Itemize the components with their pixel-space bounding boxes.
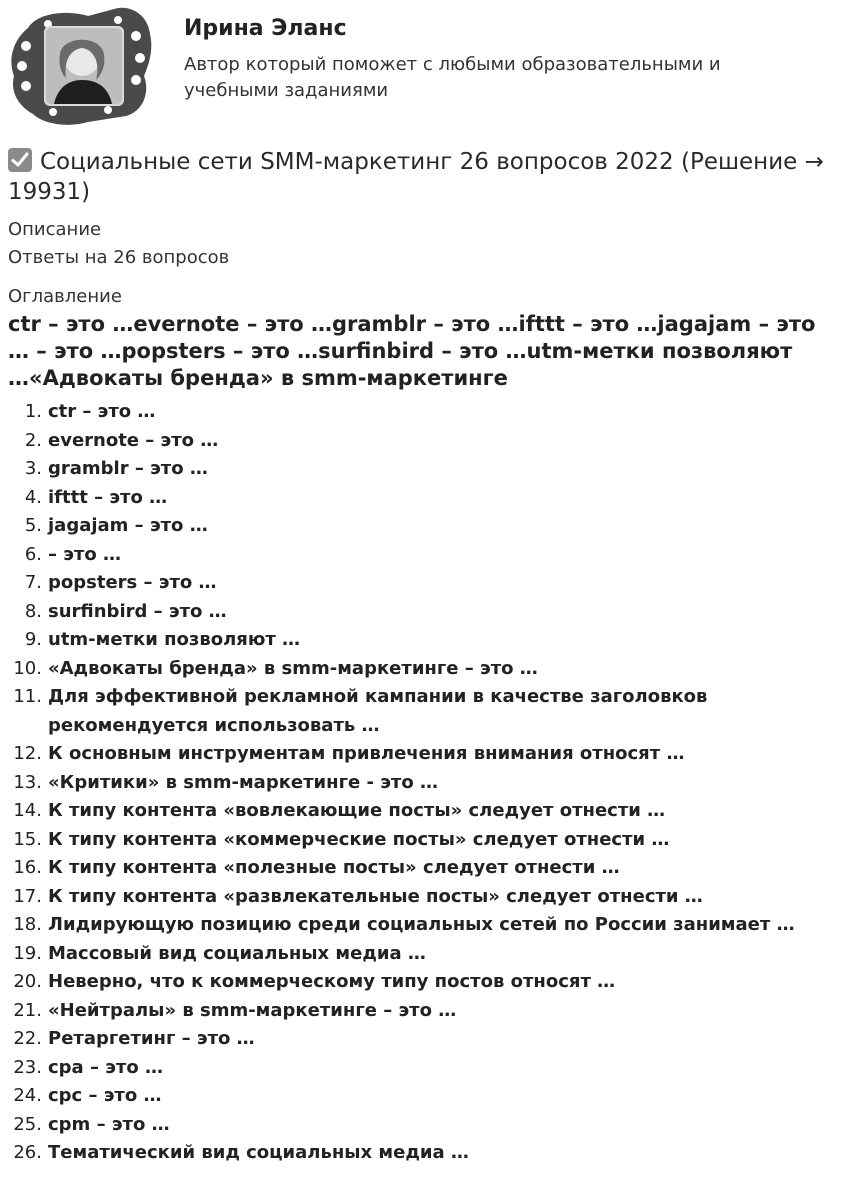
- question-text: cpa – это …: [48, 1056, 163, 1078]
- question-number: 23.: [13, 1056, 42, 1078]
- author-name: Ирина Эланс: [184, 16, 347, 41]
- question-text: К типу контента «вовлекающие посты» следует отнести …: [48, 800, 666, 821]
- question-text: Массовый вид социальных медиа …: [48, 942, 426, 964]
- description-label: Описание: [8, 219, 102, 240]
- question-item: [8, 683, 843, 740]
- toc-label: Оглавление: [8, 286, 122, 307]
- question-list: [8, 398, 843, 1168]
- question-number: 3.: [24, 458, 42, 479]
- question-text: Для эффективной рекламной кампании в качестве заголовков рекомендуется использовать …: [48, 686, 708, 736]
- question-number: 21.: [13, 999, 42, 1021]
- question-item: [8, 455, 843, 484]
- question-text: ctr – это …: [48, 401, 156, 422]
- question-number: 12.: [13, 743, 42, 764]
- question-text: ifttt – это …: [48, 486, 168, 508]
- question-number: 15.: [13, 828, 42, 850]
- question-number: 24.: [13, 1085, 42, 1106]
- question-number: 14.: [13, 800, 42, 821]
- question-number: 17.: [13, 885, 42, 907]
- author-avatar: [8, 6, 153, 126]
- question-item: [8, 769, 843, 798]
- question-number: 10.: [13, 657, 42, 679]
- question-item: [8, 541, 843, 570]
- question-text: – это …: [48, 543, 122, 565]
- question-item: [8, 655, 843, 684]
- question-item: [8, 968, 843, 997]
- question-item: [8, 1111, 843, 1140]
- question-number: 1.: [24, 401, 42, 422]
- question-text: cpm – это …: [48, 1113, 170, 1135]
- question-text: К типу контента «развлекательные посты» следует отнести …: [48, 885, 703, 907]
- question-item: [8, 512, 843, 541]
- question-text: utm-метки позволяют …: [48, 629, 301, 650]
- question-item: [8, 883, 843, 912]
- question-number: 13.: [13, 771, 42, 793]
- question-number: 18.: [13, 914, 42, 935]
- question-number: 7.: [24, 572, 42, 593]
- question-number: 4.: [24, 486, 42, 508]
- question-item: [8, 1139, 843, 1168]
- question-number: 5.: [24, 515, 42, 536]
- question-text: Лидирующую позицию среди социальных сетей по России занимает …: [48, 914, 795, 935]
- question-text: cpc – это …: [48, 1085, 162, 1106]
- question-item: [8, 427, 843, 456]
- question-item: [8, 797, 843, 826]
- question-text: evernote – это …: [48, 429, 219, 451]
- check-box-icon: [8, 148, 32, 172]
- author-card: [8, 6, 838, 128]
- question-item: [8, 598, 843, 627]
- toc-heading: ctr – это …evernote – это …gramblr – это …ifttt – это …jagajam – это … – это …popsters – это …surfinbird – это …utm-метки позволяют …«Адвокаты бренда» в smm-маркетинге: [8, 312, 816, 390]
- question-item: [8, 398, 843, 427]
- question-item: [8, 854, 843, 883]
- question-text: «Нейтралы» в smm-маркетинге – это …: [48, 999, 457, 1021]
- question-text: К типу контента «коммерческие посты» следует отнести …: [48, 828, 670, 850]
- question-text: Тематический вид социальных медиа …: [48, 1142, 469, 1163]
- question-text: «Адвокаты бренда» в smm-маркетинге – это …: [48, 657, 538, 679]
- page-title-text: Социальные сети SMM-маркетинг 26 вопросов 2022 (Решение → 19931): [8, 149, 824, 205]
- question-number: 8.: [24, 600, 42, 622]
- author-description: Автор который поможет с любыми образовательными и учебными заданиями: [184, 54, 721, 101]
- description-text: Ответы на 26 вопросов: [8, 247, 230, 268]
- question-number: 25.: [13, 1113, 42, 1135]
- question-item: [8, 997, 843, 1026]
- question-item: [8, 740, 843, 769]
- question-text: «Критики» в smm-маркетинге - это …: [48, 771, 438, 793]
- question-item: [8, 1025, 843, 1054]
- question-text: К основным инструментам привлечения внимания относят …: [48, 743, 685, 764]
- question-item: [8, 826, 843, 855]
- question-number: 26.: [13, 1142, 42, 1163]
- question-text: Неверно, что к коммерческому типу постов относят …: [48, 971, 616, 992]
- question-item: [8, 626, 843, 655]
- question-item: [8, 569, 843, 598]
- question-text: popsters – это …: [48, 572, 217, 593]
- question-item: [8, 911, 843, 940]
- question-number: 6.: [24, 543, 42, 565]
- question-item: [8, 1082, 843, 1111]
- page-title: [8, 147, 838, 207]
- question-text: К типу контента «полезные посты» следует отнести …: [48, 857, 620, 878]
- question-item: [8, 484, 843, 513]
- question-item: [8, 1054, 843, 1083]
- question-number: 22.: [13, 1028, 42, 1049]
- question-text: Ретаргетинг – это …: [48, 1028, 255, 1049]
- question-number: 2.: [24, 429, 42, 451]
- question-text: gramblr – это …: [48, 458, 208, 479]
- question-number: 11.: [13, 686, 42, 707]
- question-number: 16.: [13, 857, 42, 878]
- question-text: jagajam – это …: [48, 515, 208, 536]
- question-number: 20.: [13, 971, 42, 992]
- question-item: [8, 940, 843, 969]
- question-number: 19.: [13, 942, 42, 964]
- question-text: surfinbird – это …: [48, 600, 227, 622]
- question-number: 9.: [24, 629, 42, 650]
